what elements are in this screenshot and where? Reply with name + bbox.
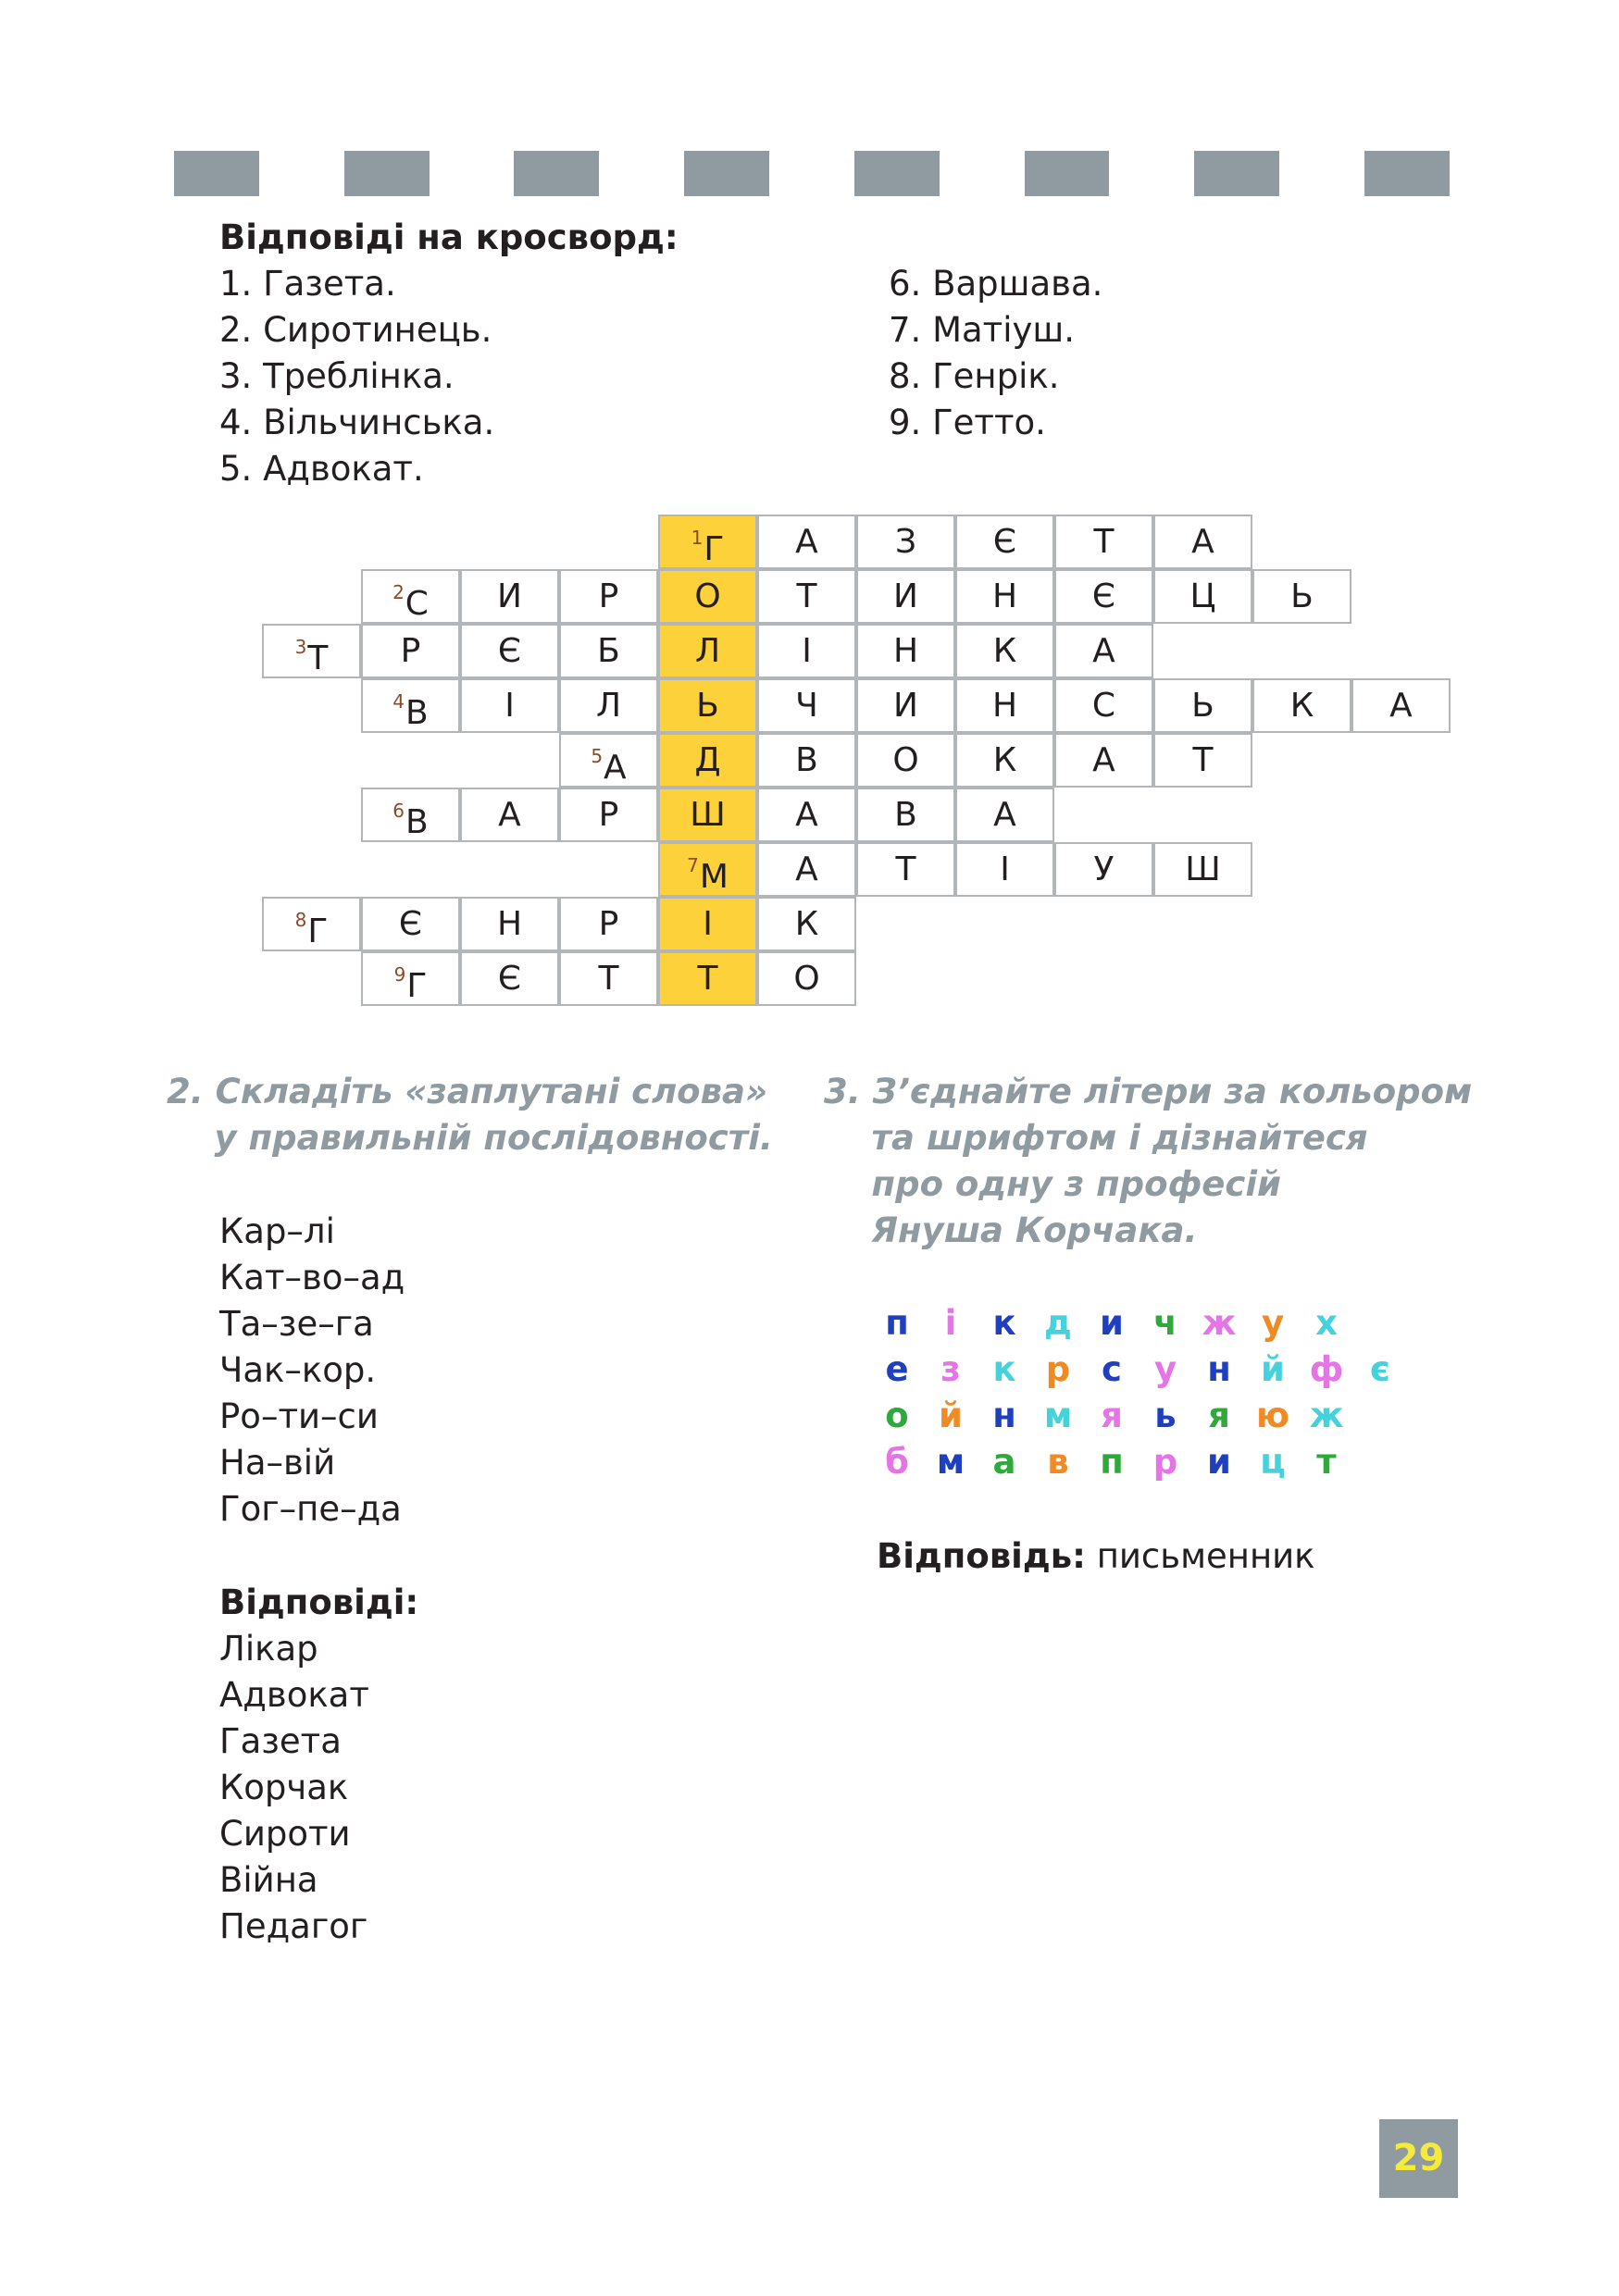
crossword-cell [955, 569, 1054, 624]
task2-answers-list [219, 1626, 369, 1950]
cell-letter: Ш [1185, 850, 1221, 888]
cell-letter: Г [704, 530, 725, 568]
cell-letter: А [604, 749, 627, 787]
crossword-answers-title: Відповіді на кросворд: [219, 217, 679, 257]
cell-letter: К [992, 632, 1017, 670]
task3-heading: 3. З’єднайте літери за кольором та шрифтом і дізнайтеся про одну з професій Януша Корчака. [824, 1072, 1473, 1250]
crossword-cell [856, 624, 955, 678]
crossword-cell [262, 897, 361, 951]
colored-letter: й [939, 1396, 963, 1435]
cell-letter: Є [992, 523, 1017, 561]
cell-letter: Є [497, 960, 522, 998]
colored-letter: й [1261, 1349, 1285, 1389]
crossword-cell [1252, 678, 1351, 733]
colored-letter: к [992, 1349, 1016, 1389]
crossword-cell [1054, 515, 1153, 569]
crossword-cell [757, 624, 856, 678]
crossword-cell [460, 569, 559, 624]
crossword-key-cell [658, 624, 757, 678]
jumbled-word: Ро–ти–си [219, 1396, 379, 1436]
cell-letter: К [794, 905, 819, 943]
clue-number: 3 [294, 636, 307, 658]
crossword-cell [460, 951, 559, 1006]
crossword-cell [856, 678, 955, 733]
crossword-cell [1153, 678, 1252, 733]
crossword-cell [955, 515, 1054, 569]
cell-letter: В [894, 796, 917, 834]
colored-letter: і [944, 1303, 957, 1343]
cell-letter: А [1191, 523, 1214, 561]
cell-letter: А [1092, 632, 1115, 670]
cell-letter: Д [694, 741, 721, 779]
task3-answer-value: письменник [1096, 1536, 1315, 1576]
cell-letter: Н [496, 905, 523, 943]
colored-letter: н [1207, 1349, 1231, 1389]
clue-number: 8 [294, 909, 307, 931]
colored-letter: а [992, 1442, 1016, 1482]
colored-letter: ф [1309, 1349, 1344, 1389]
crossword-cell [757, 788, 856, 842]
crossword-cell [559, 624, 658, 678]
task2-heading: 2. Складіть «заплутані слова» у правильній послідовності. [167, 1072, 773, 1158]
cell-letter: М [699, 858, 729, 896]
cell-letter: Т [598, 960, 619, 998]
crossword-key-cell [658, 733, 757, 788]
crossword-cell [856, 569, 955, 624]
crossword-cell [1252, 569, 1351, 624]
answer-word: Газета [219, 1721, 342, 1761]
cell-letter: Р [598, 905, 619, 943]
colored-letter: р [1152, 1442, 1178, 1482]
decorative-checker-bar [174, 151, 1450, 196]
cell-letter: О [793, 960, 820, 998]
crossword-cell [361, 678, 460, 733]
crossword-cell [1054, 624, 1153, 678]
clue-number: 6 [392, 800, 405, 822]
colored-letter: ж [1309, 1396, 1344, 1435]
letter-row [870, 1300, 1407, 1347]
answer-item: 8. Генрік. [889, 356, 1060, 396]
cell-letter: А [795, 523, 818, 561]
crossword-cell [856, 788, 955, 842]
crossword-answers-col2 [889, 261, 1102, 446]
colored-letter: в [1047, 1442, 1069, 1482]
cell-letter: Є [1091, 577, 1116, 615]
clue-number: 5 [591, 745, 604, 767]
cell-letter: І [504, 687, 515, 725]
crossword-cell [1153, 733, 1252, 788]
cell-letter: Н [892, 632, 919, 670]
answer-item: 7. Матіуш. [889, 310, 1076, 350]
colored-letter: п [1100, 1442, 1124, 1482]
letter-row [870, 1393, 1407, 1439]
cell-letter: Т [1192, 741, 1214, 779]
jumbled-word: Та–зе–га [219, 1304, 374, 1344]
clue-number: 7 [687, 854, 699, 876]
cell-letter: Є [398, 905, 423, 943]
cell-letter: Ш [690, 796, 726, 834]
clue-number: 4 [392, 690, 405, 713]
clue-number: 9 [393, 963, 406, 986]
crossword-cell [559, 733, 658, 788]
colored-letter: у [1153, 1349, 1177, 1389]
cell-letter: А [1389, 687, 1413, 725]
cell-letter: Г [406, 967, 428, 1005]
cell-letter: Н [991, 687, 1018, 725]
cell-letter: С [405, 585, 429, 623]
crossword-answers-col1 [219, 261, 494, 492]
crossword-cell [1153, 842, 1252, 897]
crossword-cell [1153, 569, 1252, 624]
cell-letter: Р [400, 632, 421, 670]
cell-letter: Л [595, 687, 622, 725]
crossword-cell [757, 569, 856, 624]
jumbled-word: Чак–кор. [219, 1350, 377, 1390]
cell-letter: А [498, 796, 521, 834]
cell-letter: І [703, 905, 713, 943]
cell-letter: Т [1093, 523, 1115, 561]
crossword-cell [460, 788, 559, 842]
colored-letter: ж [1202, 1303, 1237, 1343]
cell-letter: А [993, 796, 1016, 834]
crossword-cell [361, 897, 460, 951]
colored-letter: ц [1260, 1442, 1286, 1482]
answer-word: Лікар [219, 1629, 318, 1669]
crossword-cell [856, 842, 955, 897]
colored-letter: е [885, 1349, 909, 1389]
cell-letter: Б [597, 632, 620, 670]
crossword-cell [559, 678, 658, 733]
crossword-cell [757, 842, 856, 897]
crossword-key-cell [658, 842, 757, 897]
letter-row [870, 1347, 1407, 1393]
colored-letter: х [1315, 1303, 1338, 1343]
colored-letter: п [885, 1303, 909, 1343]
jumbled-words-list [219, 1209, 405, 1533]
crossword-cell [1054, 678, 1153, 733]
crossword-key-cell [658, 569, 757, 624]
colored-letter: ь [1154, 1396, 1177, 1435]
colored-letter: з [940, 1349, 961, 1389]
crossword-cell [559, 951, 658, 1006]
cell-letter: Є [497, 632, 522, 670]
answer-word: Війна [219, 1860, 318, 1900]
crossword-cell [1153, 515, 1252, 569]
colored-letter: к [992, 1303, 1016, 1343]
crossword-cell [955, 678, 1054, 733]
crossword-cell [361, 569, 460, 624]
crossword-cell [559, 788, 658, 842]
cell-letter: А [795, 850, 818, 888]
cell-letter: Т [895, 850, 916, 888]
clue-number: 1 [691, 527, 704, 549]
jumbled-word: Кар–лі [219, 1211, 335, 1251]
letter-row [870, 1439, 1407, 1485]
colored-letter: р [1045, 1349, 1071, 1389]
cell-letter: К [992, 741, 1017, 779]
crossword-cell [955, 842, 1054, 897]
crossword-cell [757, 951, 856, 1006]
cell-letter: І [802, 632, 812, 670]
cell-letter: Г [307, 912, 329, 950]
colored-letters-grid [870, 1300, 1407, 1485]
crossword-cell [361, 624, 460, 678]
answer-word: Сироти [219, 1814, 351, 1854]
colored-letter: я [1208, 1396, 1230, 1435]
crossword-cell [361, 788, 460, 842]
crossword-cell [955, 733, 1054, 788]
colored-letter: н [992, 1396, 1016, 1435]
colored-letter: т [1316, 1442, 1337, 1482]
task3-answer [877, 1533, 1315, 1580]
crossword-cell [460, 624, 559, 678]
colored-letter: о [885, 1396, 909, 1435]
crossword-cell [757, 515, 856, 569]
cell-letter: В [405, 694, 429, 732]
jumbled-word: На–вій [219, 1443, 336, 1483]
crossword-cell [856, 515, 955, 569]
cell-letter: О [694, 577, 721, 615]
cell-letter: Т [796, 577, 817, 615]
colored-letter: с [1102, 1349, 1122, 1389]
answer-item: 1. Газета. [219, 264, 396, 304]
crossword-cell [361, 951, 460, 1006]
cell-letter: Ц [1189, 577, 1216, 615]
cell-letter: К [1289, 687, 1314, 725]
cell-letter: А [795, 796, 818, 834]
crossword-cell [757, 897, 856, 951]
crossword-cell [757, 678, 856, 733]
answer-item: 2. Сиротинець. [219, 310, 492, 350]
crossword-cell [460, 897, 559, 951]
colored-letter: и [1207, 1442, 1231, 1482]
crossword-key-cell [658, 678, 757, 733]
crossword-cell [955, 624, 1054, 678]
crossword-key-cell [658, 951, 757, 1006]
cell-letter: Р [598, 577, 619, 615]
page-number: 29 [1379, 2119, 1458, 2198]
answer-item: 4. Вільчинська. [219, 403, 495, 442]
cell-letter: Ь [1290, 577, 1314, 615]
crossword-cell [1351, 678, 1451, 733]
colored-letter: є [1370, 1349, 1390, 1389]
answer-word: Педагог [219, 1906, 368, 1946]
crossword-cell [1054, 733, 1153, 788]
colored-letter: м [936, 1442, 965, 1482]
crossword-key-cell [658, 897, 757, 951]
answer-word: Адвокат [219, 1675, 369, 1715]
crossword-cell [460, 678, 559, 733]
crossword-cell [262, 624, 361, 678]
cell-letter: И [893, 577, 918, 615]
cell-letter: В [795, 741, 818, 779]
colored-letter: д [1044, 1303, 1072, 1343]
cell-letter: Л [694, 632, 721, 670]
cell-letter: О [892, 741, 919, 779]
cell-letter: Р [598, 796, 619, 834]
answer-word: Корчак [219, 1768, 349, 1807]
cell-letter: У [1093, 850, 1115, 888]
clue-number: 2 [392, 581, 405, 603]
crossword-key-cell [658, 515, 757, 569]
jumbled-word: Кат–во–ад [219, 1258, 405, 1297]
colored-letter: ю [1256, 1396, 1289, 1435]
crossword-cell [559, 897, 658, 951]
colored-letter: м [1043, 1396, 1073, 1435]
cell-letter: И [497, 577, 522, 615]
cell-letter: А [1092, 741, 1115, 779]
answer-item: 3. Треблінка. [219, 356, 455, 396]
cell-letter: С [1091, 687, 1116, 725]
cell-letter: И [893, 687, 918, 725]
answer-item: 9. Гетто. [889, 403, 1046, 442]
colored-letter: у [1261, 1303, 1285, 1343]
cell-letter: І [1000, 850, 1010, 888]
crossword-key-cell [658, 788, 757, 842]
cell-letter: Ь [1191, 687, 1214, 725]
colored-letter: б [885, 1442, 909, 1482]
crossword-cell [1054, 842, 1153, 897]
answer-item: 6. Варшава. [889, 264, 1103, 304]
colored-letter: ч [1153, 1303, 1177, 1343]
cell-letter: Ь [696, 687, 719, 725]
cell-letter: Т [697, 960, 718, 998]
crossword-cell [856, 733, 955, 788]
cell-letter: Н [991, 577, 1018, 615]
answer-item: 5. Адвокат. [219, 449, 424, 489]
crossword-cell [559, 569, 658, 624]
cell-letter: В [405, 803, 429, 841]
jumbled-word: Гог–пе–да [219, 1489, 402, 1529]
crossword-cell [1054, 569, 1153, 624]
cell-letter: Ч [795, 687, 818, 725]
cell-letter: З [894, 523, 917, 561]
task2-answers-title: Відповіді: [219, 1582, 419, 1622]
crossword-cell [757, 733, 856, 788]
colored-letter: я [1101, 1396, 1123, 1435]
crossword-cell [955, 788, 1054, 842]
colored-letter: и [1100, 1303, 1124, 1343]
task3-answer-label: Відповідь: [877, 1536, 1086, 1576]
cell-letter: Т [307, 639, 329, 677]
